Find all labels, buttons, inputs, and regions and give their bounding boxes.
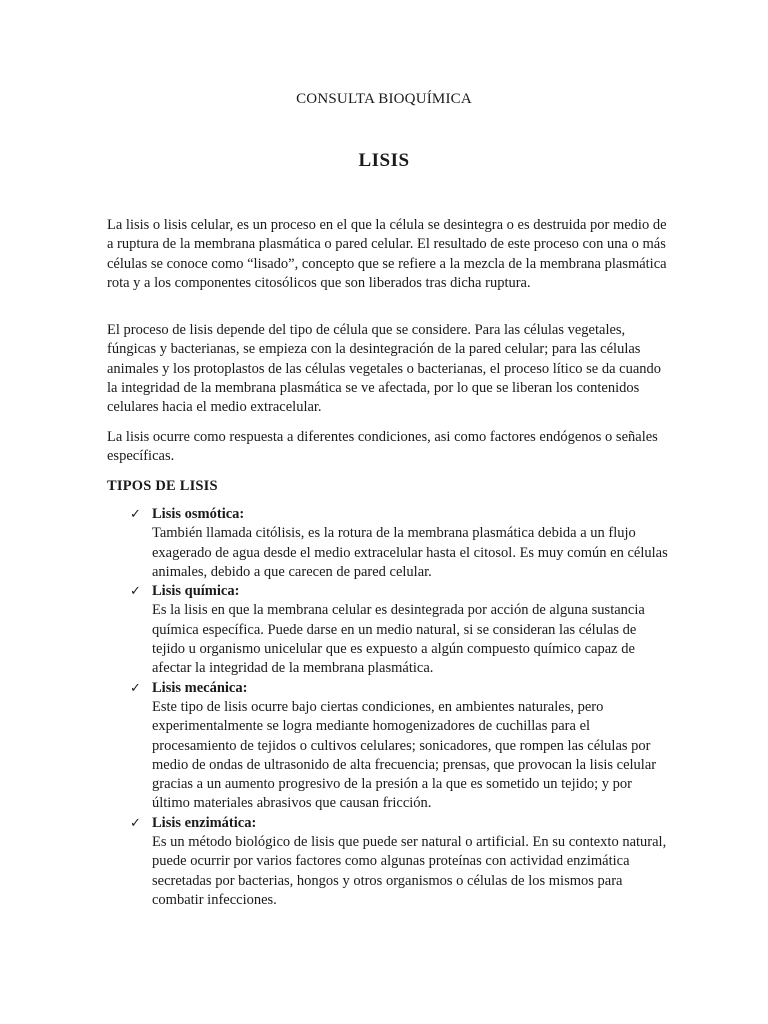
- checkmark-icon: ✓: [130, 584, 141, 600]
- list-item-description: Es un método biológico de lisis que puede ser natural o artificial. En su contexto natural, puede ocurrir por varios factores como algunas proteínas con actividad enzimática secretadas por bacterias, hongos y otros organismos o células de los mismos para combatir infecciones.: [152, 834, 667, 908]
- list-item-description: Es la lisis en que la membrana celular es desintegrada por acción de alguna sustancia química específica. Puede darse en un medio natural, si se consideran las células de tejido u organismo unicelular que es expuesto a algún compuesto químico capaz de afectar la integridad de la membrana plasmática.: [152, 602, 645, 677]
- list-item-chemical: [130, 582, 670, 678]
- lysis-types-list: [130, 505, 670, 910]
- list-item-label: Lisis mecánica:: [152, 679, 248, 696]
- section-heading: TIPOS DE LISIS: [107, 478, 218, 494]
- list-item-mechanical: [130, 679, 670, 814]
- list-item-label: Lisis enzimática:: [152, 814, 257, 831]
- page-title: LISIS: [358, 150, 410, 171]
- list-item-label: Lisis química:: [152, 583, 240, 600]
- conditions-paragraph: La lisis ocurre como respuesta a diferentes condiciones, asi como factores endógenos o señales específicas.: [107, 429, 658, 465]
- checkmark-icon: ✓: [130, 680, 141, 696]
- intro-paragraph: La lisis o lisis celular, es un proceso en el que la célula se desintegra o es destruida por medio de a ruptura de la membrana plasmática o pared celular. El resultado de este proceso con una o más células se conoce como “lisado”, concepto que se refiere a la mezcla de la membrana plasmática rota y a los componentes citosólicos que son liberados tras dicha ruptura.: [107, 217, 667, 291]
- list-item-osmotic: [130, 505, 670, 582]
- list-item-label: Lisis osmótica:: [152, 506, 245, 522]
- checkmark-icon: ✓: [130, 815, 141, 831]
- process-paragraph: El proceso de lisis depende del tipo de célula que se considere. Para las células vegetales, fúngicas y bacterianas, se empieza con la desintegración de la pared celular; para las células animales y los protoplastos de las células vegetales o bacterianas, el proceso lítico se da cuando la integridad de la membrana plasmática se ve afectada, por lo que se liberan los contenidos celulares hacia el medio extracelular.: [107, 322, 662, 416]
- document-header: CONSULTA BIOQUÍMICA: [296, 91, 472, 107]
- list-item-description: Este tipo de lisis ocurre bajo ciertas condiciones, en ambientes naturales, pero experimentalmente se logra mediante homogenizadores de cuchillas para el procesamiento de tejidos o cultivos celulares; sonicadores, que rompen las células por medio de ondas de ultrasonido de alta frecuencia; prensas, que provocan la lisis celular gracias a un aumento progresivo de la presión a la que es sometido un tejido; y por último materiales abrasivos que causan fricción.: [152, 698, 657, 812]
- list-item-enzymatic: [130, 814, 670, 910]
- checkmark-icon: ✓: [130, 507, 141, 522]
- list-item-description: También llamada citólisis, es la rotura de la membrana plasmática debida a un flujo exagerado de agua desde el medio extracelular hasta el citosol. Es muy común en células animales, debido a que carecen de pared celular.: [152, 525, 668, 580]
